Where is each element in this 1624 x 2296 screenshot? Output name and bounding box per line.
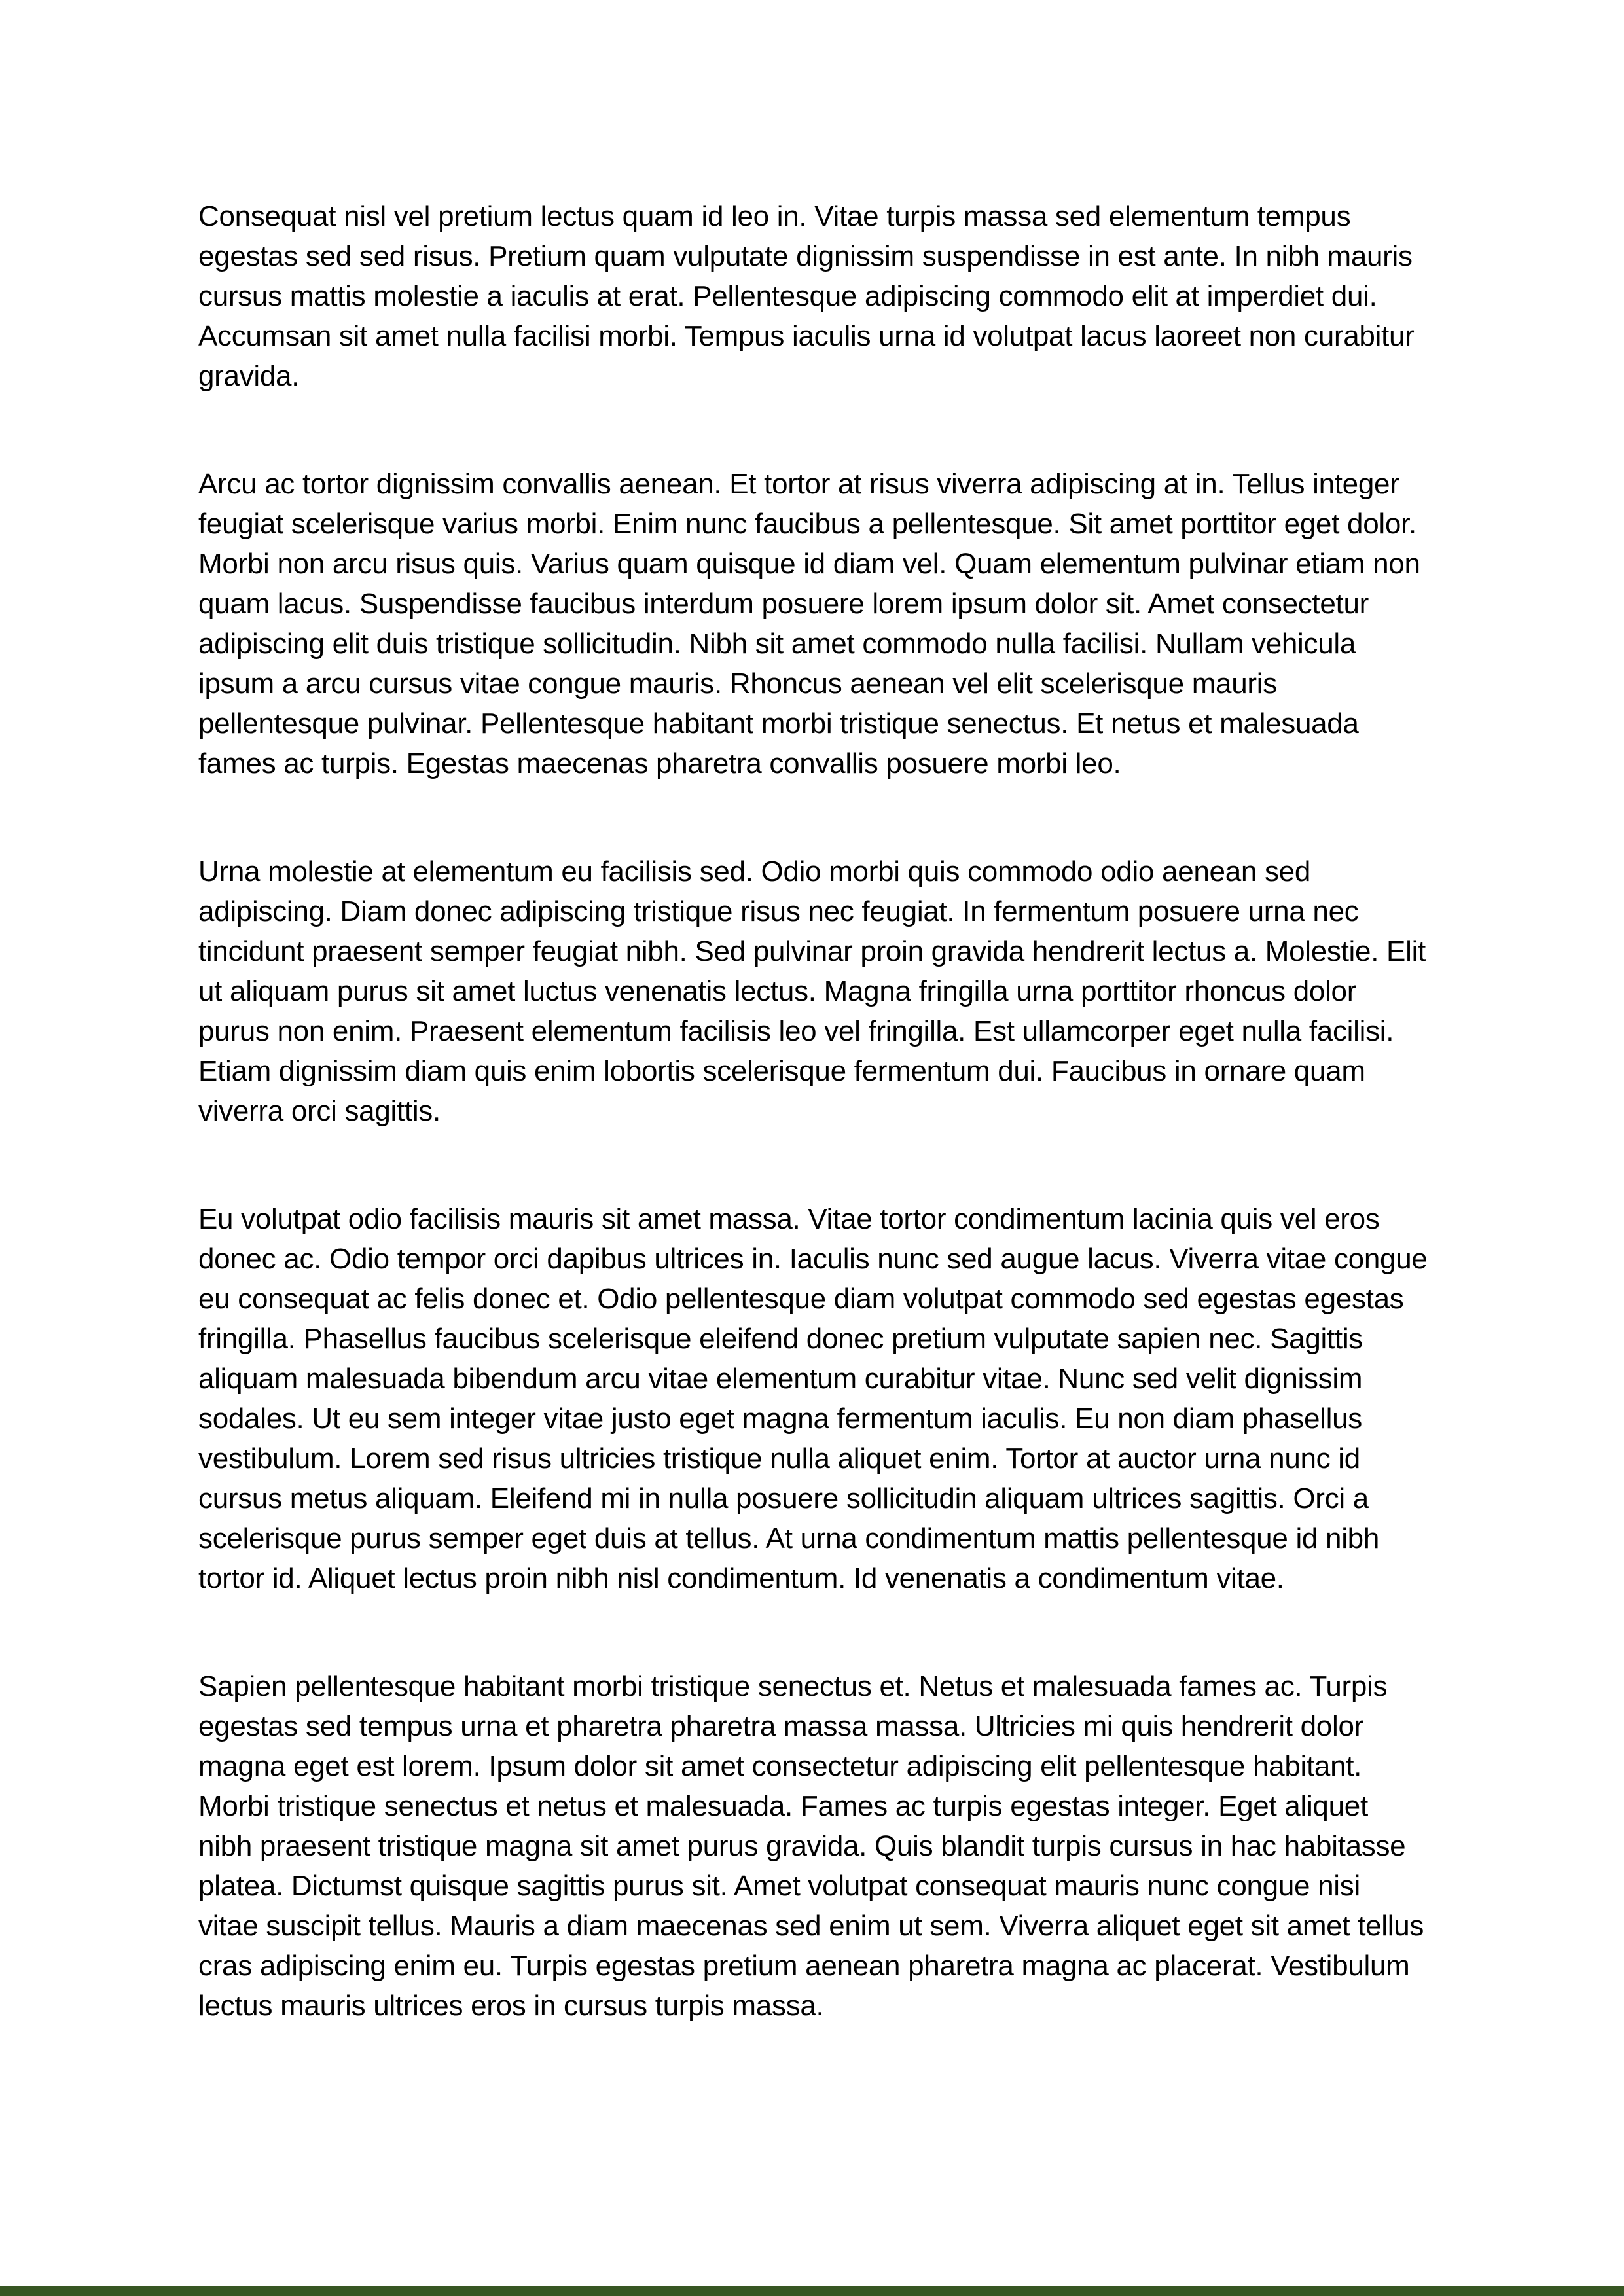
bottom-window-edge xyxy=(0,2286,1624,2296)
paragraph: Sapien pellentesque habitant morbi tristique senectus et. Netus et malesuada fames ac. Turpis egestas sed tempus urna et pharetra pharetra massa massa. Ultricies mi quis hendrerit dolor magna eget est lorem. Ipsum dolor sit amet consectetur adipiscing elit pellentesque habitant. Morbi tristique senectus et netus et malesuada. Fames ac turpis egestas integer. Eget aliquet nibh praesent tristique magna sit amet purus gravida. Quis blandit turpis cursus in hac habitasse platea. Dictumst quisque sagittis purus sit. Amet volutpat consequat mauris nunc congue nisi vitae suscipit tellus. Mauris a diam maecenas sed enim ut sem. Viverra aliquet eget sit amet tellus cras adipiscing enim eu. Turpis egestas pretium aenean pharetra magna ac placerat. Vestibulum lectus mauris ultrices eros in cursus turpis massa. xyxy=(198,1670,1424,2022)
document-text-block xyxy=(198,196,1428,2094)
paragraph: Consequat nisl vel pretium lectus quam id leo in. Vitae turpis massa sed elementum tempus egestas sed sed risus. Pretium quam vulputate dignissim suspendisse in est ante. In nibh mauris cursus mattis molestie a iaculis at erat. Pellentesque adipiscing commodo elit at imperdiet dui. Accumsan sit amet nulla facilisi morbi. Tempus iaculis urna id volutpat lacus laoreet non curabitur gravida. xyxy=(198,200,1415,392)
paragraph: Eu volutpat odio facilisis mauris sit amet massa. Vitae tortor condimentum lacinia quis vel eros donec ac. Odio tempor orci dapibus ultrices in. Iaculis nunc sed augue lacus. Viverra vitae congue eu consequat ac felis donec et. Odio pellentesque diam volutpat commodo sed egestas egestas fringilla. Phasellus faucibus scelerisque eleifend donec pretium vulputate sapien nec. Sagittis aliquam malesuada bibendum arcu vitae elementum curabitur vitae. Nunc sed velit dignissim sodales. Ut eu sem integer vitae justo eget magna fermentum iaculis. Eu non diam phasellus vestibulum. Lorem sed risus ultricies tristique nulla aliquet enim. Tortor at auctor urna nunc id cursus metus aliquam. Eleifend mi in nulla posuere sollicitudin aliquam ultrices sagittis. Orci a scelerisque purus semper eget duis at tellus. At urna condimentum mattis pellentesque id nibh tortor id. Aliquet lectus proin nibh nisl condimentum. Id venenatis a condimentum vitae. xyxy=(198,1203,1428,1594)
paragraph: Urna molestie at elementum eu facilisis sed. Odio morbi quis commodo odio aenean sed adipiscing. Diam donec adipiscing tristique risus nec feugiat. In fermentum posuere urna nec tincidunt praesent semper feugiat nibh. Sed pulvinar proin gravida hendrerit lectus a. Molestie. Elit ut aliquam purus sit amet luctus venenatis lectus. Magna fringilla urna porttitor rhoncus dolor purus non enim. Praesent elementum facilisis leo vel fringilla. Est ullamcorper eget nulla facilisi. Etiam dignissim diam quis enim lobortis scelerisque fermentum dui. Faucibus in ornare quam viverra orci sagittis. xyxy=(198,855,1426,1127)
paragraph: Arcu ac tortor dignissim convallis aenean. Et tortor at risus viverra adipiscing at in. Tellus integer feugiat scelerisque varius morbi. Enim nunc faucibus a pellentesque. Sit amet porttitor eget dolor. Morbi non arcu risus quis. Varius quam quisque id diam vel. Quam elementum pulvinar etiam non quam lacus. Suspendisse faucibus interdum posuere lorem ipsum dolor sit. Amet consectetur adipiscing elit duis tristique sollicitudin. Nibh sit amet commodo nulla facilisi. Nullam vehicula ipsum a arcu cursus vitae congue mauris. Rhoncus aenean vel elit scelerisque mauris pellentesque pulvinar. Pellentesque habitant morbi tristique senectus. Et netus et malesuada fames ac turpis. Egestas maecenas pharetra convallis posuere morbi leo. xyxy=(198,468,1420,780)
